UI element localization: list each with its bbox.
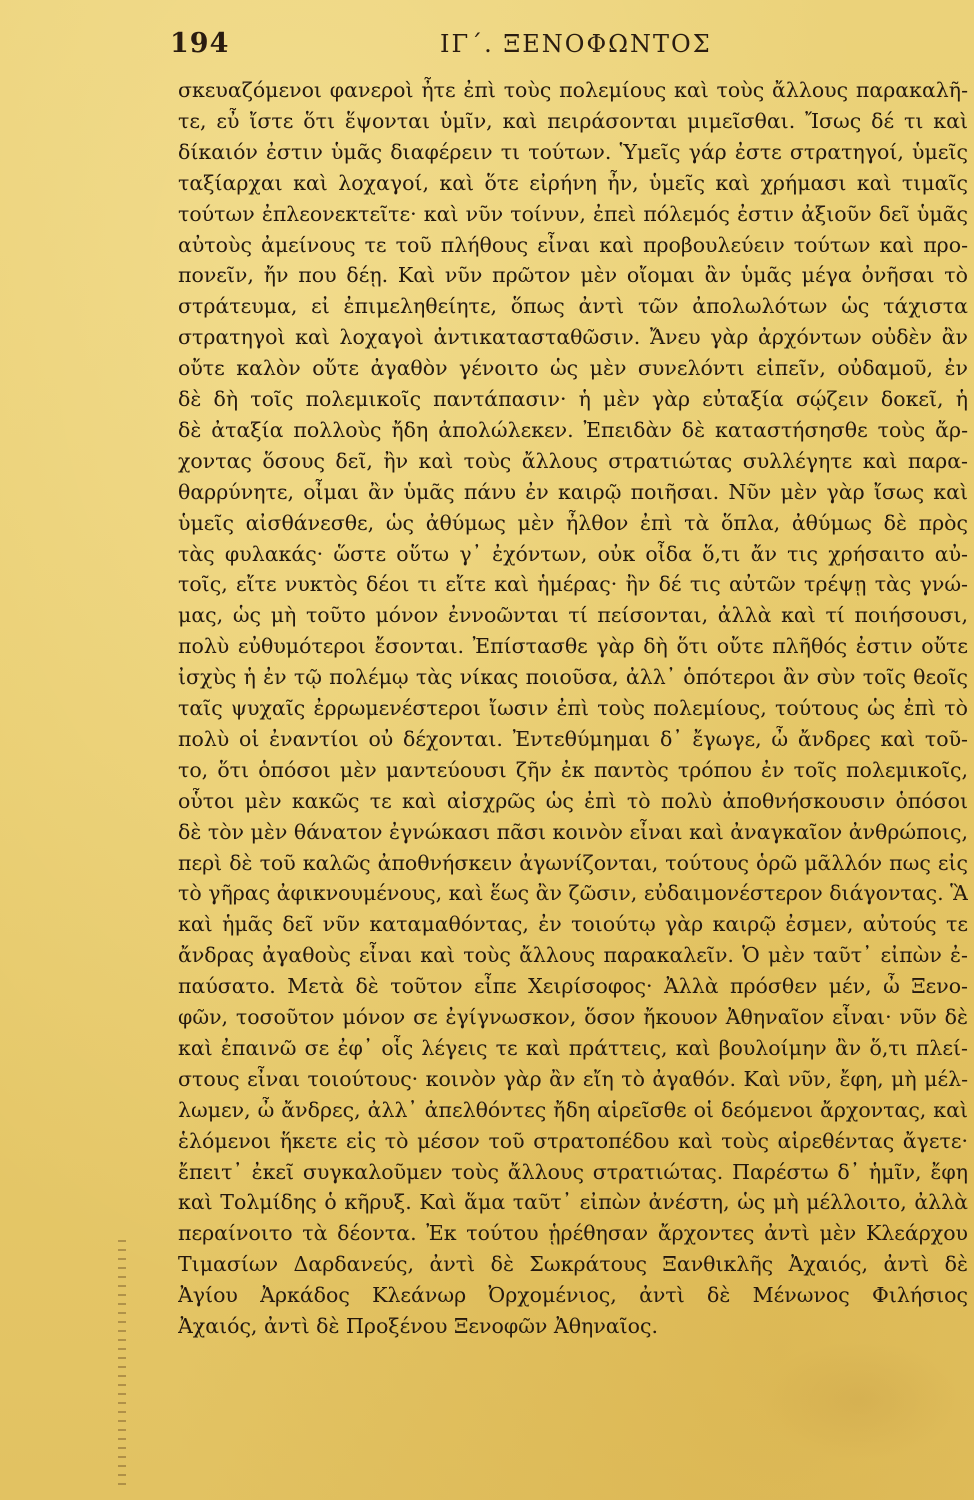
text-line: οὗτοι μὲν κακῶς τε καὶ αἰσχρῶς ὡς ἐπὶ τὸ πολὺ ἀποθνήσκουσιν ὁπόσοι	[178, 788, 968, 813]
text-line: λωμεν, ὦ ἄνδρες, ἀλλ᾽ ἀπελθόντες ἤδη αἱρεῖσθε οἱ δεόμενοι ἄρχοντας, καὶ	[178, 1097, 968, 1122]
text-line: ἔπειτ᾽ ἐκεῖ συγκαλοῦμεν τοὺς ἄλλους στρατιώτας. Παρέστω δ᾽ ἡμῖν, ἔφη	[178, 1159, 968, 1184]
text-line: δίκαιόν ἐστιν ὑμᾶς διαφέρειν τι τούτων. Ὑμεῖς γάρ ἐστε στρατηγοί, ὑμεῖς	[178, 139, 968, 164]
text-line: καὶ ἡμᾶς δεῖ νῦν καταμαθόντας, ἐν τοιούτῳ γὰρ καιρῷ ἐσμεν, αὐτούς τε	[178, 912, 968, 937]
text-line: δὲ ἀταξία πολλοὺς ἤδη ἀπολώλεκεν. Ἐπειδὰν δὲ καταστήσησθε τοὺς ἄρ-	[178, 417, 968, 442]
text-line: περαίνοιτο τὰ δέοντα. Ἐκ τούτου ᾑρέθησαν ἄρχοντες ἀντὶ μὲν Κλεάρχου	[178, 1221, 968, 1246]
running-head: ΙΓ΄. ΞΕΝΟΦΩΝΤΟΣ	[440, 30, 712, 58]
text-line: δὲ τὸν μὲν θάνατον ἐγνώκασι πᾶσι κοινὸν εἶναι καὶ ἀναγκαῖον ἀνθρώποις,	[178, 819, 968, 844]
text-line: τὸ γῆρας ἀφικνουμένους, καὶ ἕως ἂν ζῶσιν, εὐδαιμονέστερον διάγοντας. Ἃ	[178, 881, 968, 906]
text-line: ἰσχὺς ἡ ἐν τῷ πολέμῳ τὰς νίκας ποιοῦσα, ἀλλ᾽ ὁπότεροι ἂν σὺν τοῖς θεοῖς	[178, 665, 968, 690]
text-line: το, ὅτι ὁπόσοι μὲν μαντεύουσι ζῆν ἐκ παντὸς τρόπου ἐν τοῖς πολεμικοῖς,	[178, 757, 968, 782]
text-line: ἑλόμενοι ἥκετε εἰς τὸ μέσον τοῦ στρατοπέδου καὶ τοὺς αἱρεθέντας ἄγετε·	[178, 1128, 968, 1153]
text-line: τούτων ἐπλεονεκτεῖτε· καὶ νῦν τοίνυν, ἐπεὶ πόλεμός ἐστιν ἀξιοῦν δεῖ ὑμᾶς	[178, 201, 968, 226]
text-line: τοῖς, εἴτε νυκτὸς δέοι τι εἴτε καὶ ἡμέρας· ἢν δέ τις αὐτῶν τρέψῃ τὰς γνώ-	[178, 572, 968, 597]
text-line: ἄνδρας ἀγαθοὺς εἶναι καὶ τοὺς ἄλλους παρακαλεῖν. Ὁ μὲν ταῦτ᾽ εἰπὼν ἐ-	[178, 943, 968, 968]
text-line: φῶν, τοσοῦτον μόνον σε ἐγίγνωσκον, ὅσον ἤκουον Ἀθηναῖον εἶναι· νῦν δὲ	[178, 1005, 968, 1029]
text-line: καὶ Τολμίδης ὁ κῆρυξ. Καὶ ἅμα ταῦτ᾽ εἰπὼν ἀνέστη, ὡς μὴ μέλλοιτο, ἀλλὰ	[178, 1190, 968, 1215]
text-line: καὶ ἐπαινῶ σε ἐφ᾽ οἷς λέγεις τε καὶ πράττεις, καὶ βουλοίμην ἂν ὅ,τι πλεί-	[178, 1035, 968, 1060]
text-line: πονεῖν, ἤν που δέῃ. Καὶ νῦν πρῶτον μὲν οἴομαι ἂν ὑμᾶς μέγα ὀνῆσαι τὸ	[178, 263, 968, 288]
text-line: ὑμεῖς αἰσθάνεσθε, ὡς ἀθύμως μὲν ἦλθον ἐπὶ τὰ ὅπλα, ἀθύμως δὲ πρὸς	[178, 510, 968, 535]
text-line: μας, ὡς μὴ τοῦτο μόνον ἐννοῶνται τί πείσονται, ἀλλὰ καὶ τί ποιήσουσι,	[178, 603, 968, 628]
text-line: περὶ δὲ τοῦ καλῶς ἀποθνήσκειν ἀγωνίζονται, τούτους ὁρῶ μᾶλλόν πως εἰς	[178, 850, 968, 875]
text-line: παύσατο. Μετὰ δὲ τοῦτον εἶπε Χειρίσοφος· Ἀλλὰ πρόσθεν μέν, ὦ Ξενο-	[178, 974, 968, 999]
text-line: Ἀχαιός, ἀντὶ δὲ Προξένου Ξενοφῶν Ἀθηναῖος.	[178, 1314, 658, 1338]
text-line: Ἀγίου Ἀρκάδος Κλεάνωρ Ὀρχομένιος, ἀντὶ δὲ Μένωνος Φιλήσιος	[178, 1283, 968, 1308]
text-line: Τιμασίων Δαρδανεύς, ἀντὶ δὲ Σωκράτους Ξανθικλῆς Ἀχαιός, ἀντὶ δὲ	[178, 1252, 968, 1277]
text-line: πολὺ οἱ ἐναντίοι οὐ δέχονται. Ἐντεθύμημαι δ᾽ ἔγωγε, ὦ ἄνδρες καὶ τοῦ-	[178, 726, 968, 751]
text-line: στρατηγοὶ καὶ λοχαγοὶ ἀντικατασταθῶσιν. Ἄνευ γὰρ ἀρχόντων οὐδὲν ἂν	[178, 325, 968, 350]
text-line: οὔτε καλὸν οὔτε ἀγαθὸν γένοιτο ὡς μὲν συνελόντι εἰπεῖν, οὐδαμοῦ, ἐν	[178, 356, 968, 381]
body-text	[178, 77, 968, 1377]
text-line: θαρρύνητε, οἶμαι ἂν ὑμᾶς πάνυ ἐν καιρῷ ποιῆσαι. Νῦν μὲν γὰρ ἴσως καὶ	[178, 479, 968, 504]
text-line: χοντας ὅσους δεῖ, ἢν καὶ τοὺς ἄλλους στρατιώτας συλλέγητε καὶ παρα-	[178, 448, 968, 473]
page-header	[170, 28, 900, 68]
text-line: ταῖς ψυχαῖς ἐρρωμενέστεροι ἴωσιν ἐπὶ τοὺς πολεμίους, τούτους ὡς ἐπὶ τὸ	[178, 696, 968, 720]
text-line: στους εἶναι τοιούτους· κοινὸν γὰρ ἂν εἴη τὸ ἀγαθόν. Καὶ νῦν, ἔφη, μὴ μέλ-	[178, 1066, 968, 1091]
text-line: αὐτοὺς ἀμείνους τε τοῦ πλήθους εἶναι καὶ προβουλεύειν τούτων καὶ προ-	[178, 232, 968, 257]
margin-marks	[118, 1240, 126, 1490]
page-number: 194	[170, 28, 230, 59]
text-line: σκευαζόμενοι φανεροὶ ἦτε ἐπὶ τοὺς πολεμίους καὶ τοὺς ἄλλους παρακαλῆ-	[178, 78, 968, 102]
text-line: στράτευμα, εἰ ἐπιμεληθείητε, ὅπως ἀντὶ τῶν ἀπολωλότων ὡς τάχιστα	[178, 294, 968, 319]
text-line: τε, εὖ ἴστε ὅτι ἕψονται ὑμῖν, καὶ πειράσονται μιμεῖσθαι. Ἴσως δέ τι καὶ	[178, 108, 968, 133]
page-stain	[760, 1340, 960, 1460]
text-line: πολὺ εὐθυμότεροι ἔσονται. Ἐπίστασθε γὰρ δὴ ὅτι οὔτε πλῆθός ἐστιν οὔτε	[178, 634, 968, 659]
text-line: τὰς φυλακάς· ὥστε οὕτω γ᾽ ἐχόντων, οὐκ οἶδα ὅ,τι ἄν τις χρήσαιτο αὐ-	[178, 541, 968, 566]
text-line: δὲ δὴ τοῖς πολεμικοῖς παντάπασιν· ἡ μὲν γὰρ εὐταξία σῴζειν δοκεῖ, ἡ	[178, 387, 968, 411]
text-line: ταξίαρχαι καὶ λοχαγοί, καὶ ὅτε εἰρήνη ἦν, ὑμεῖς καὶ χρήμασι καὶ τιμαῖς	[178, 170, 968, 195]
